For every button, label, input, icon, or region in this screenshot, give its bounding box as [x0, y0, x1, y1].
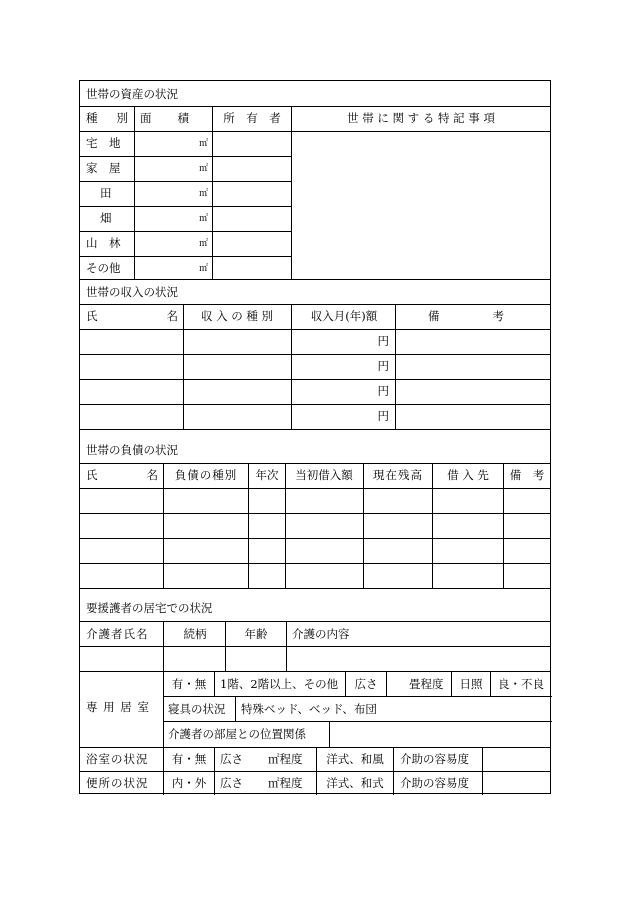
asset-row-type: 家 屋 [86, 161, 121, 175]
divider [183, 304, 184, 429]
divider [225, 621, 226, 671]
relation-label: 続柄 [183, 627, 207, 641]
divider [80, 379, 550, 380]
divider [363, 463, 364, 588]
income-header-kind: 収 入 の 種 別 [200, 309, 274, 323]
income-row-unit: 円 [377, 409, 389, 423]
divider [80, 156, 292, 157]
home-section-title: 要援護者の居宅での状況 [86, 601, 213, 615]
income-row-unit: 円 [377, 359, 389, 373]
divider [80, 354, 550, 355]
asset-row-unit: ㎡ [198, 264, 208, 274]
divider [212, 106, 213, 279]
toilet-location: 内・外 [171, 776, 207, 790]
assets-header-area: 面 積 [140, 111, 190, 125]
caregiver-name-label: 介護者氏名 [86, 627, 149, 641]
divider [490, 671, 491, 696]
divider [80, 304, 550, 305]
debt-header-remarks: 備 考 [509, 468, 545, 482]
asset-row-type: 宅 地 [86, 136, 121, 150]
bath-style: 洋式、和風 [326, 752, 384, 766]
divider [80, 463, 550, 464]
income-row-unit: 円 [377, 384, 389, 398]
asset-row-unit: ㎡ [198, 139, 208, 149]
toilet-assist-ease: 介助の容易度 [400, 776, 469, 790]
bath-label: 浴室の状況 [86, 752, 149, 766]
divider [80, 646, 550, 647]
bed-status-label: 寝具の状況 [168, 702, 226, 716]
divider [503, 463, 504, 588]
household-survey-form [79, 80, 551, 794]
divider [386, 671, 387, 696]
age-label: 年齢 [244, 627, 268, 641]
care-content-label: 介護の内容 [292, 627, 350, 641]
income-section-title: 世帯の収入の状況 [86, 285, 178, 299]
divider [80, 513, 550, 514]
income-header-remarks: 備 考 [428, 309, 514, 323]
debt-header-year: 年次 [255, 468, 279, 482]
divider [329, 721, 330, 747]
assets-header-notes: 世 帯 に 関 す る 特 記 事 項 [347, 111, 495, 125]
divider [134, 106, 135, 279]
divider [80, 181, 292, 182]
header-char: 種 [86, 111, 98, 125]
divider [316, 747, 317, 795]
divider [80, 488, 550, 489]
divider [163, 463, 164, 588]
divider [80, 588, 550, 589]
bath-exist: 有・無 [171, 752, 207, 766]
divider [80, 538, 550, 539]
asset-row-type: 畑 [100, 211, 112, 225]
asset-row-type: その他 [86, 261, 121, 275]
asset-row-unit: ㎡ [198, 239, 208, 249]
divider [80, 131, 550, 132]
header-char: 名 [166, 309, 178, 323]
bath-size-unit: ㎡程度 [268, 752, 303, 766]
toilet-label: 便所の状況 [86, 776, 149, 790]
asset-row-unit: ㎡ [198, 189, 208, 199]
divider [214, 671, 215, 696]
room-size-label: 広さ [354, 677, 378, 691]
room-sunlight-label: 日照 [459, 677, 483, 691]
asset-row-type: 山 林 [86, 236, 121, 250]
divider [80, 279, 550, 280]
asset-row-type: 田 [100, 186, 112, 200]
income-row-unit: 円 [377, 334, 389, 348]
divider [291, 106, 292, 279]
room-floor: 1階、2階以上、その他 [220, 677, 339, 691]
toilet-size-unit: ㎡程度 [268, 776, 303, 790]
toilet-size-label: 広さ [220, 776, 243, 790]
asset-row-unit: ㎡ [198, 164, 208, 174]
room-label: 専 用 居 室 [86, 700, 150, 714]
divider [80, 671, 550, 672]
bath-assist-ease: 介助の容易度 [400, 752, 469, 766]
bed-options: 特殊ベッド、ベッド、布団 [241, 702, 377, 716]
header-char: 氏 [86, 468, 98, 482]
divider [285, 463, 286, 588]
divider [163, 747, 164, 795]
divider [80, 206, 292, 207]
divider [214, 747, 215, 795]
debt-header-name [86, 467, 158, 483]
debt-section-title: 世帯の負債の状況 [86, 443, 178, 457]
assets-header-owner: 所 有 者 [223, 111, 281, 125]
divider [451, 671, 452, 696]
assets-section-title: 世帯の資産の状況 [86, 87, 178, 101]
header-char: 名 [146, 468, 158, 482]
debt-header-balance: 現在残高 [373, 468, 423, 482]
divider [80, 621, 550, 622]
header-char: 氏 [86, 309, 98, 323]
divider [80, 429, 550, 430]
debt-header-lender: 借 入 先 [447, 468, 489, 482]
divider [80, 771, 550, 772]
divider [80, 106, 550, 107]
divider [163, 721, 552, 722]
income-header-amount: 収入月(年)額 [310, 309, 378, 323]
divider [80, 747, 550, 748]
bath-size-label: 広さ [220, 752, 243, 766]
debt-header-kind: 負債の種別 [174, 468, 238, 482]
divider [393, 747, 394, 795]
room-tatami: 畳程度 [409, 677, 444, 691]
divider [163, 621, 164, 671]
asset-row-unit: ㎡ [198, 214, 208, 224]
divider [286, 621, 287, 671]
divider [395, 304, 396, 429]
divider [80, 563, 550, 564]
divider [163, 696, 552, 697]
divider [291, 304, 292, 429]
divider [80, 329, 550, 330]
divider [80, 404, 550, 405]
room-exist: 有・無 [171, 677, 207, 691]
caregiver-room-position: 介護者の部屋との位置関係 [168, 727, 306, 741]
room-sunlight-options: 良・不良 [498, 677, 544, 691]
divider [345, 671, 346, 696]
divider [80, 256, 292, 257]
divider [235, 696, 236, 721]
assets-header-type [86, 110, 128, 126]
header-char: 別 [116, 111, 128, 125]
toilet-style: 洋式、和式 [326, 776, 384, 790]
divider [482, 747, 483, 795]
income-header-name [86, 308, 178, 324]
divider [432, 463, 433, 588]
divider [248, 463, 249, 588]
debt-header-initial: 当初借入額 [295, 468, 353, 482]
divider [80, 231, 292, 232]
